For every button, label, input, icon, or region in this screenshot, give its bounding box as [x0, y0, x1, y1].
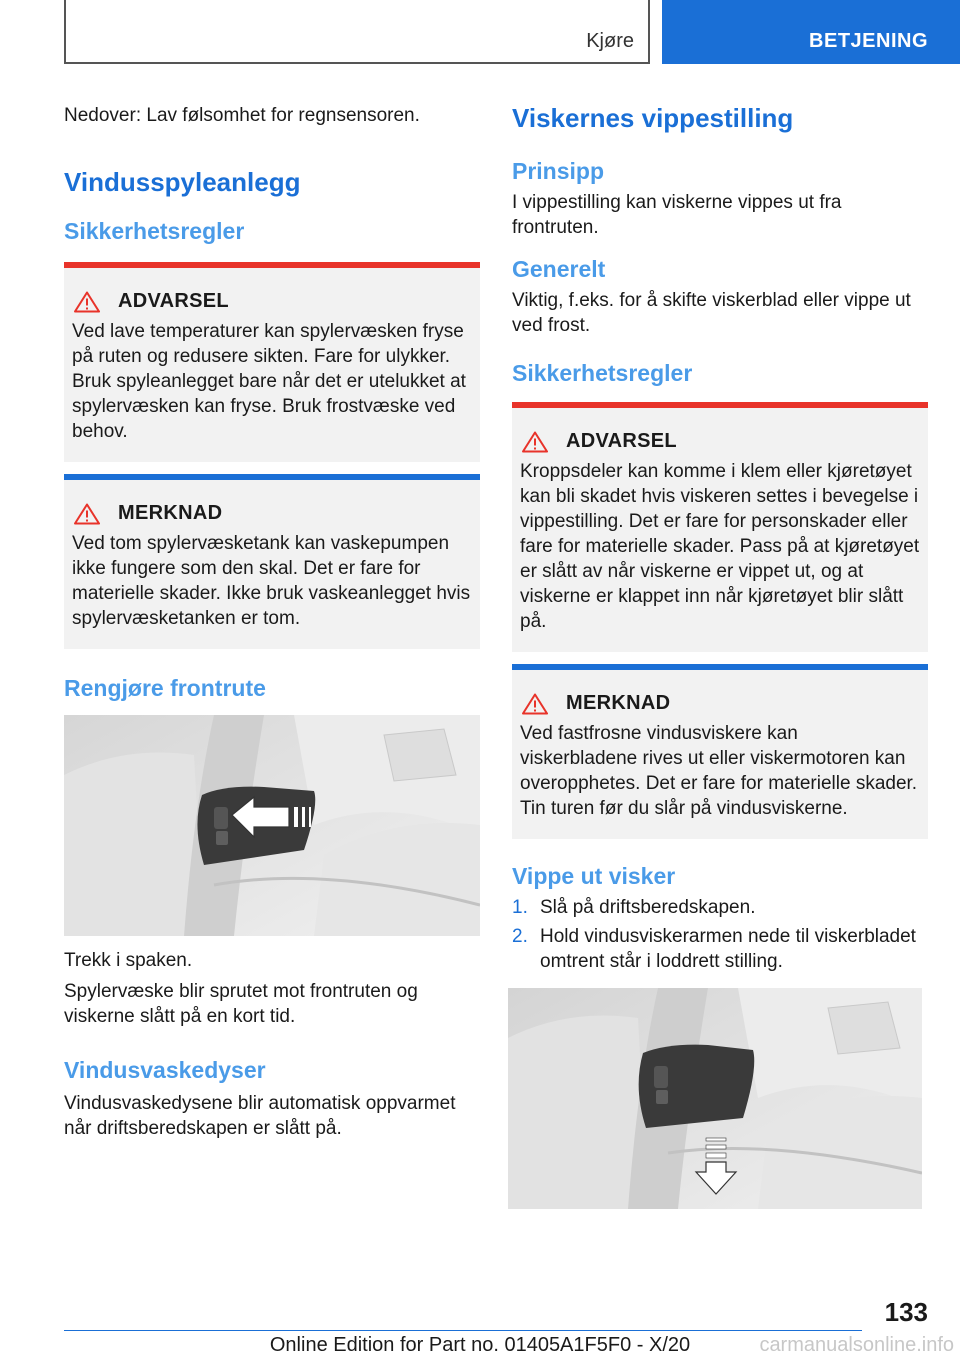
intro-paragraph: Nedover: Lav følsomhet for regnsensoren.: [64, 105, 420, 126]
list-item: [512, 924, 928, 974]
heading-vindusspyleanlegg: Vindusspyleanlegg: [64, 167, 301, 197]
note-body: Ved fastfrosne vindusviskere kan viskerbladene rives ut eller viskermotoren kan overopphetes. Det er fare for materielle skader. Tin turen før du slår på vindusviskerne.: [520, 723, 918, 819]
page-number: 133: [884, 1297, 928, 1327]
heading-safety-left: Sikkerhetsregler: [64, 218, 245, 244]
washer-nozzles-text: Vindusvaskedysene blir automatisk oppvarmet når driftsberedskapen er slått på.: [64, 1093, 456, 1139]
note-title: MERKNAD: [566, 692, 671, 714]
right-column: [512, 100, 928, 1209]
step-text: Hold vindusviskerarmen nede til viskerbladet omtrent står i loddrett stilling.: [540, 926, 916, 972]
warning-triangle-icon: [522, 431, 548, 453]
heading-washer-nozzles: Vindusvaskedyser: [64, 1057, 266, 1083]
clean-result-text: Spylervæske blir sprutet mot frontruten og viskerne slått på en kort tid.: [64, 981, 418, 1027]
warning-triangle-icon: [74, 503, 100, 525]
heading-wiper-tilt: Viskernes vippestilling: [512, 103, 794, 133]
list-item: [512, 895, 928, 920]
watermark: carmanualsonline.info: [759, 1334, 954, 1356]
step-number: 1.: [512, 897, 528, 918]
general-text: Viktig, f.eks. for å skifte viskerblad eller vippe ut ved frost.: [512, 290, 911, 336]
note-box-right: [512, 664, 928, 839]
warning-title: ADVARSEL: [118, 290, 229, 312]
heading-tilt-wiper: Vippe ut visker: [512, 863, 676, 889]
warning-box-left: [64, 262, 480, 462]
warning-triangle-icon: [522, 693, 548, 715]
note-box-left: [64, 474, 480, 649]
warning-box-right: [512, 402, 928, 652]
note-body: Ved tom spylervæsketank kan vaskepumpen ikke fungere som den skal. Det er fare for materielle skader. Ikke bruk vaskeanlegget hvis spylervæsketanken er tom.: [72, 533, 471, 629]
washer-lever-illustration: [64, 715, 480, 936]
note-title: MERKNAD: [118, 502, 223, 524]
step-text: Slå på driftsberedskapen.: [540, 897, 756, 918]
heading-general: Generelt: [512, 256, 606, 282]
warning-body: Ved lave temperaturer kan spylervæsken fryse på ruten og redusere sikten. Fare for ulykker. Bruk spyleanlegget bare når det er utelukket at spylervæsken kan fryse. Bruk frostvæske ved behov.: [72, 321, 466, 442]
wiper-lever-down-illustration: [508, 988, 922, 1209]
heading-clean-windscreen: Rengjøre frontrute: [64, 675, 266, 701]
step-number: 2.: [512, 926, 528, 947]
footer-divider: [64, 1330, 862, 1331]
warning-body: Kroppsdeler kan komme i klem eller kjøretøyet kan bli skadet hvis viskeren settes i bevegelse i vippestilling. Det er fare for personskader eller fare for materielle skader. Pass på at kjøretøyet er slått av når viskerne er vippet ut, og at viskerne er klappet inn når kjøretøyet blir slått på.: [520, 461, 920, 632]
clean-step-text: Trekk i spaken.: [64, 950, 193, 971]
tilt-steps-list: [512, 895, 928, 974]
header-chapter-box: [64, 0, 650, 64]
heading-principle: Prinsipp: [512, 158, 605, 184]
header-chapter: Kjøre: [586, 30, 634, 52]
warning-triangle-icon: [74, 291, 100, 313]
header-section: BETJENING: [809, 30, 928, 52]
principle-text: I vippestilling kan viskerne vippes ut fra frontruten.: [512, 192, 842, 238]
header-section-box: [662, 0, 960, 64]
footer-edition: Online Edition for Part no. 01405A1F5F0 - X/20: [269, 1334, 691, 1356]
warning-title: ADVARSEL: [566, 430, 677, 452]
left-column: [64, 100, 480, 1141]
heading-safety-right: Sikkerhetsregler: [512, 360, 693, 386]
